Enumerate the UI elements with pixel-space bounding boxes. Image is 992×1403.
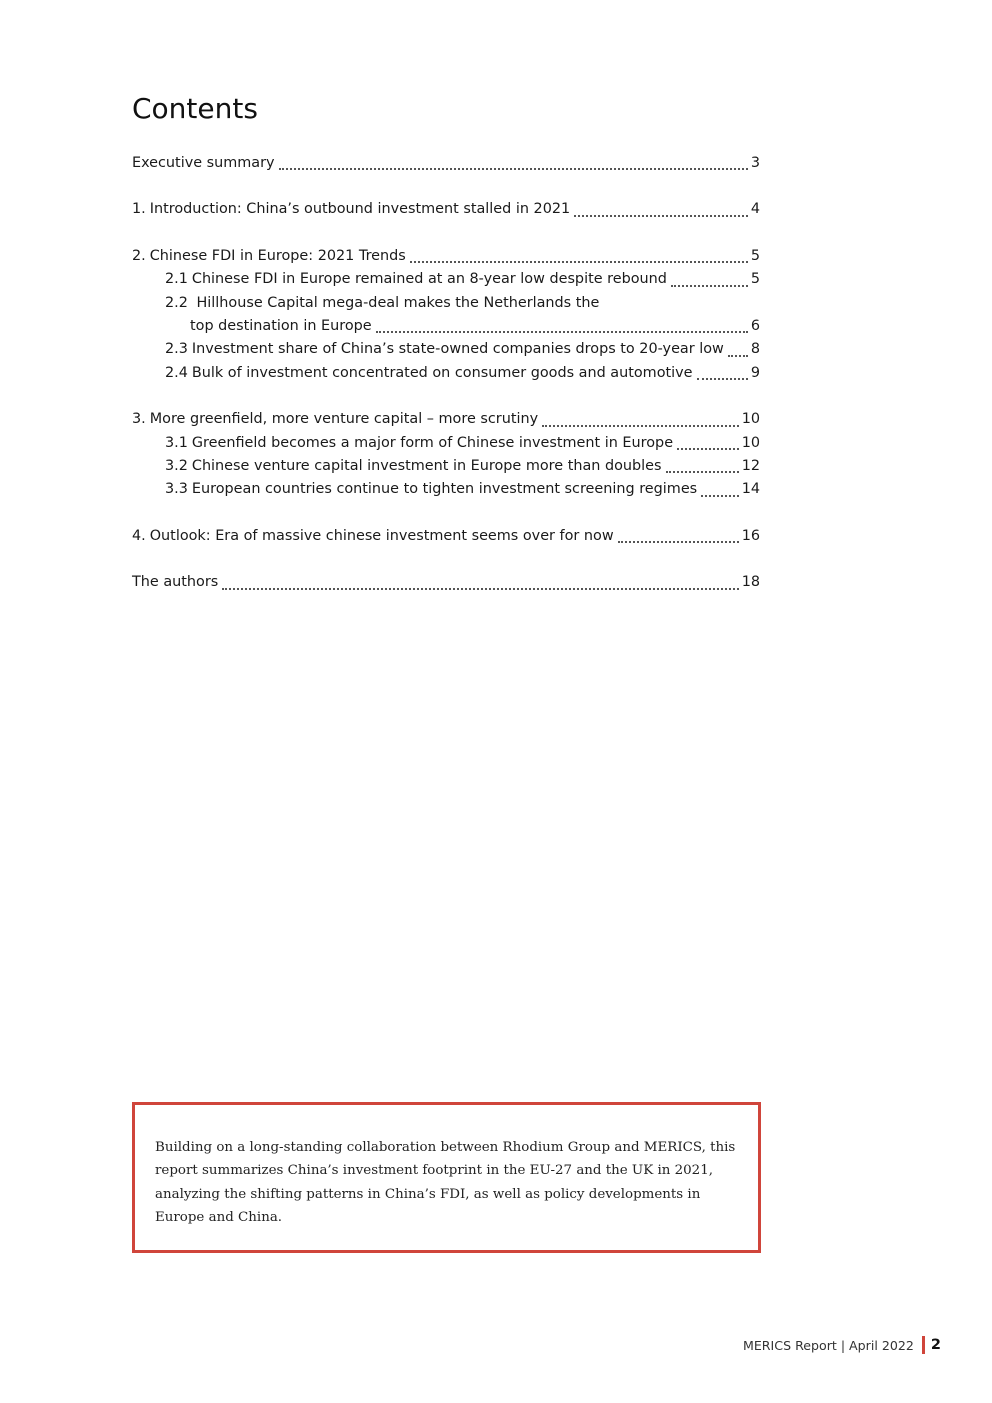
toc-leader-dots [677, 448, 739, 450]
toc-entry-number: 2.4 [165, 364, 188, 381]
toc-leader-dots [618, 541, 739, 543]
toc-entry-3[interactable] [132, 408, 760, 431]
toc-entry-page: 5 [750, 247, 760, 264]
toc-entry-number: 3.2 [165, 458, 188, 475]
page-footer [743, 1336, 941, 1354]
toc-entry-number: 4. [132, 527, 146, 544]
toc-entry-page: 14 [741, 481, 760, 498]
contents-heading: Contents [132, 92, 258, 125]
toc-entry-title: Investment share of China’s state-owned companies drops to 20-year low [191, 341, 724, 358]
toc-entry-title: Chinese FDI in Europe: 2021 Trends [149, 247, 406, 264]
toc-entry-page: 10 [741, 411, 760, 428]
toc-entry-number: 2.1 [165, 271, 188, 288]
toc-leader-dots [574, 215, 748, 217]
toc-entry-the-authors[interactable] [132, 571, 760, 594]
toc-entry-title: Chinese venture capital investment in Europe more than doubles [191, 458, 662, 475]
toc-entry-page: 3 [750, 155, 760, 171]
toc-leader-dots [697, 378, 748, 380]
toc-leader-dots [701, 495, 739, 497]
footer-label: MERICS Report | April 2022 [742, 1337, 914, 1353]
toc-entry-title: Greenfield becomes a major form of Chinese investment in Europe [191, 434, 674, 451]
toc-entry-executive-summary[interactable] [132, 152, 760, 175]
toc-entry-title: Hillhouse Capital mega-deal makes the Netherlands the [196, 294, 600, 311]
toc-entry-page: 16 [741, 527, 760, 544]
toc-entry-page: 5 [750, 271, 760, 288]
toc-entry-4[interactable] [132, 525, 760, 548]
toc-leader-dots [279, 168, 748, 170]
toc-leader-dots [542, 425, 739, 427]
toc-entry-title: More greenfield, more venture capital – more scrutiny [149, 411, 539, 428]
toc-entry-page: 6 [750, 318, 760, 335]
toc-leader-dots [410, 261, 748, 263]
toc-entry-3-2[interactable] [132, 455, 760, 478]
toc-leader-dots [666, 471, 739, 473]
toc-entry-2[interactable] [132, 245, 760, 268]
footer-page-number: 2 [930, 1337, 941, 1353]
toc-entry-2-1[interactable] [132, 268, 760, 291]
toc-entry-title: The authors [132, 574, 219, 591]
report-info-box [132, 1102, 761, 1253]
toc-entry-title: European countries continue to tighten investment screening regimes [191, 481, 698, 498]
report-info-text: Building on a long-standing collaboration between Rhodium Group and MERICS, this report summarizes China’s investment footprint in the EU-27 and the UK in 2021, analyzing the shifting patterns in China’s FDI, as well as policy developments in Europe and China. [155, 1140, 736, 1226]
toc-entry-2-2[interactable] [132, 292, 760, 315]
toc-entry-title: Outlook: Era of massive chinese investment seems over for now [149, 527, 614, 544]
footer-accent-bar [922, 1336, 925, 1354]
toc-leader-dots [222, 588, 738, 590]
toc-entry-title: Chinese FDI in Europe remained at an 8-year low despite rebound [191, 271, 667, 288]
toc-entry-1[interactable] [132, 198, 760, 221]
toc-entry-number: 2.2 [165, 294, 188, 311]
toc-leader-dots [671, 285, 748, 287]
toc-entry-page: 12 [741, 458, 760, 475]
toc-entry-3-3[interactable] [132, 478, 760, 501]
toc-entry-title-continued: top destination in Europe [190, 318, 372, 335]
toc-leader-dots [376, 331, 748, 333]
toc-entry-number: 2.3 [165, 341, 188, 358]
toc-entry-2-3[interactable] [132, 338, 760, 361]
toc-entry-title: Introduction: China’s outbound investment stalled in 2021 [149, 201, 571, 218]
toc-entry-page: 9 [750, 364, 760, 381]
toc-entry-page: 18 [741, 574, 760, 591]
toc-entry-page: 10 [741, 434, 760, 451]
toc-entry-number: 1. [132, 201, 146, 218]
toc-entry-title: Bulk of investment concentrated on consumer goods and automotive [191, 364, 693, 381]
toc-entry-2-4[interactable] [132, 362, 760, 385]
toc-entry-2-2-continued[interactable] [132, 315, 760, 338]
toc-entry-3-1[interactable] [132, 432, 760, 455]
table-of-contents [132, 152, 760, 595]
toc-entry-number: 3.3 [165, 481, 188, 498]
toc-entry-page: 4 [750, 201, 760, 218]
toc-entry-page: 8 [750, 341, 760, 358]
toc-entry-number: 3. [132, 411, 146, 428]
toc-leader-dots [728, 355, 748, 357]
toc-entry-number: 3.1 [165, 434, 188, 451]
toc-entry-title: Executive summary [132, 155, 275, 171]
toc-entry-number: 2. [132, 247, 146, 264]
